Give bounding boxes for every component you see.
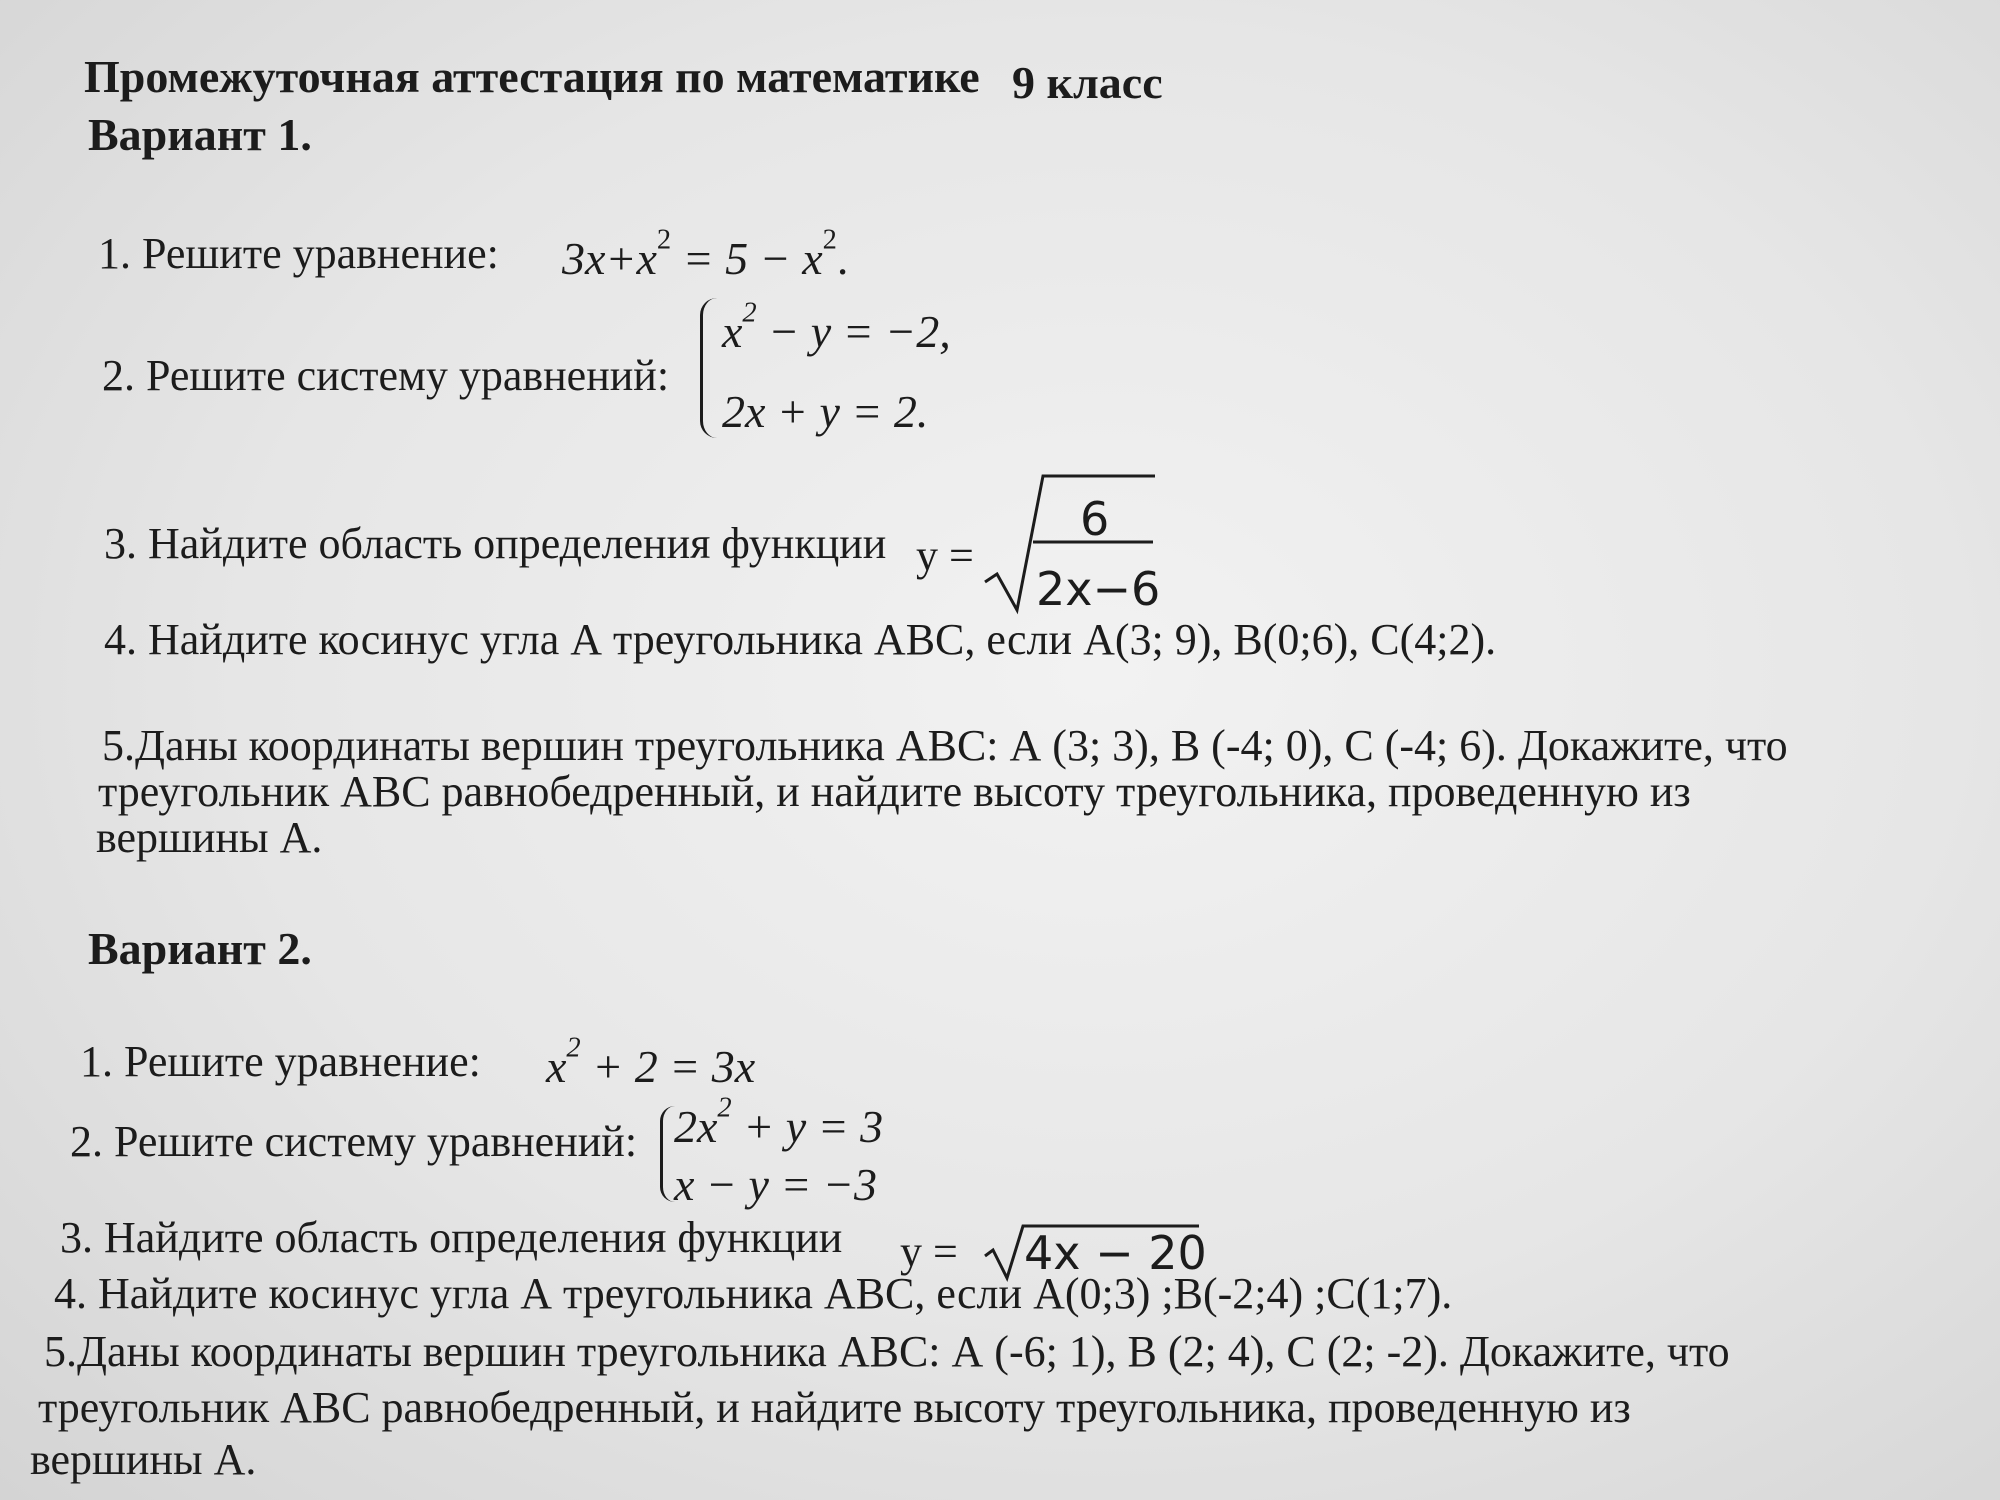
v1-system-eq1: $x^2 - y = -2$, [722,297,951,357]
v1-system-eq2: 2x + y = 2. [722,386,929,437]
v2-task2-label: 2. Решите систему уравнений: [70,1117,638,1166]
v1-system-brace [700,298,717,438]
variant-2-heading: Вариант 2. [88,923,312,974]
v2-system-eq1: $2x^2 + y = 3$ [674,1092,884,1152]
v1-task1-equation: $3x+x^2 = 5 - x^2$. [562,224,849,284]
v1-fraction-denominator: 2x−6 [1036,562,1161,616]
v2-task1-equation: $x^2 + 2 = 3x$ [546,1032,756,1092]
v2-task5-line2: треугольник АВС равнобедренный, и найдите высоту треугольника, проведенную из [38,1383,1631,1432]
variant-1-heading: Вариант 1. [88,109,312,160]
v1-task3-label: 3. Найдите область определения функции [104,519,887,568]
v2-task5-line1: 5.Даны координаты вершин треугольника АВС: А (-6; 1), В (2; 4), С (2; -2). Докажите, что [44,1327,1730,1376]
v2-system-brace [660,1106,675,1202]
v2-task1-label: 1. Решите уравнение: [80,1037,481,1086]
v2-task3-label: 3. Найдите область определения функции [60,1213,843,1262]
v2-radicand: 4x − 20 [1024,1226,1207,1280]
v1-task5-line1: 5.Даны координаты вершин треугольника АВС: А (3; 3), В (-4; 0), С (-4; 6). Докажите, что [102,721,1788,770]
grade-label: 9 класс [1012,57,1163,108]
v1-task4: 4. Найдите косинус угла А треугольника АВС, если А(3; 9), В(0;6), С(4;2). [104,615,1497,664]
v2-task5-line3: вершины А. [30,1435,257,1484]
v1-task5-line3: вершины А. [96,813,323,862]
v1-fraction-numerator: 6 [1080,492,1110,546]
v1-task1-label: 1. Решите уравнение: [98,229,499,278]
v2-task4: 4. Найдите косинус угла А треугольника АВС, если А(0;3) ;В(-2;4) ;С(1;7). [54,1269,1453,1318]
v1-task2-label: 2. Решите систему уравнений: [102,351,670,400]
v2-task3-y: y = [900,1227,958,1276]
v2-system-eq2: x − y = −3 [674,1159,877,1210]
page-title: Промежуточная аттестация по математике [84,51,980,102]
v1-task3-y: y = [916,531,974,580]
v1-task5-line2: треугольник АВС равнобедренный, и найдите высоту треугольника, проведенную из [98,767,1691,816]
